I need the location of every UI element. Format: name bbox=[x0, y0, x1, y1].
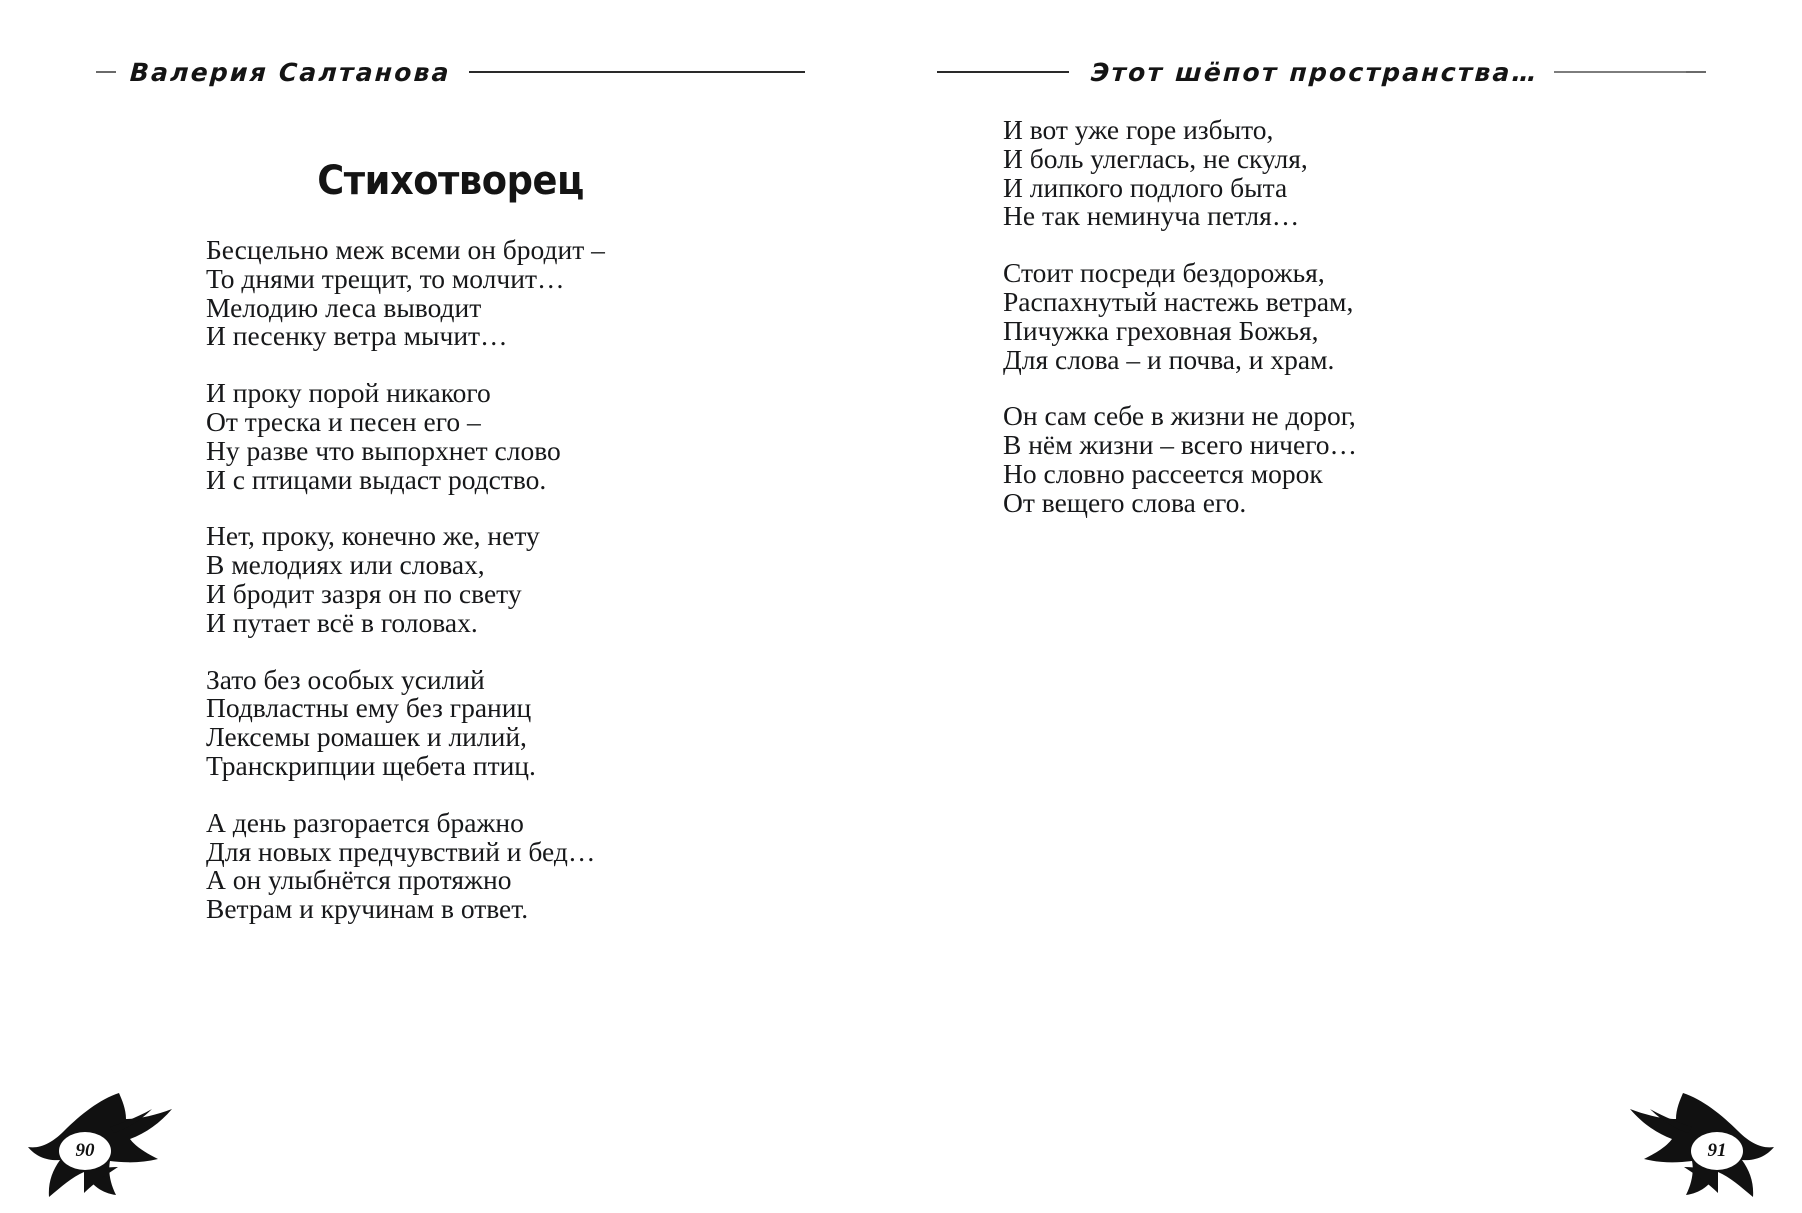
verse-line: И проку порой никакого bbox=[206, 377, 491, 409]
stanza bbox=[206, 663, 605, 781]
header-rule-left bbox=[469, 71, 805, 73]
swallow-bird-icon bbox=[1600, 1087, 1780, 1203]
page-title: Стихотворец bbox=[317, 158, 584, 204]
verse-line: Мелодию леса выводит bbox=[206, 291, 482, 323]
verse-line: Пичужка греховная Божья, bbox=[1003, 314, 1319, 346]
stanza bbox=[206, 236, 605, 351]
verse-line: Для новых предчувствий и бед… bbox=[206, 835, 596, 867]
verse-line: И боль улеглась, не скуля, bbox=[1003, 142, 1308, 174]
verse-line: И песенку ветра мычит… bbox=[206, 320, 508, 352]
verse-line: А день разгорается бражно bbox=[206, 806, 524, 838]
running-head-right bbox=[937, 52, 1706, 92]
page-number: 90 bbox=[75, 1140, 95, 1161]
verse-line: Ветрам и кручинам в ответ. bbox=[206, 893, 529, 925]
poem-body-right bbox=[1003, 116, 1357, 518]
verse-line: Не так неминуча петля… bbox=[1003, 200, 1300, 232]
rule-tick-left bbox=[96, 71, 116, 73]
header-rule-right-tail bbox=[1554, 71, 1686, 73]
verse-line: Подвластны ему без границ bbox=[206, 692, 532, 724]
verse-line: И путает всё в головах. bbox=[206, 606, 478, 638]
verse-line: А он улыбнётся протяжно bbox=[206, 864, 512, 896]
stanza bbox=[206, 379, 605, 494]
book-title: Этот шёпот пространства… bbox=[1089, 57, 1540, 87]
verse-line: Бесцельно меж всеми он бродит – bbox=[206, 234, 605, 265]
folio-right bbox=[1600, 1087, 1780, 1203]
verse-line: Лексемы ромашек и лилий, bbox=[206, 721, 527, 753]
stanza bbox=[1003, 402, 1357, 517]
verse-line: Но словно рассеется морок bbox=[1003, 457, 1323, 489]
verse-line: И липкого подлого быта bbox=[1003, 171, 1288, 203]
swallow-bird-icon bbox=[22, 1087, 202, 1203]
verse-line: То днями трещит, то молчит… bbox=[206, 262, 565, 294]
stanza bbox=[1003, 259, 1357, 374]
author-name: Валерия Салтанова bbox=[129, 57, 452, 87]
folio-left bbox=[22, 1087, 202, 1203]
verse-line: В нём жизни – всего ничего… bbox=[1003, 429, 1358, 461]
verse-line: В мелодиях или словах, bbox=[206, 549, 485, 581]
verse-line: Ну разве что выпорхнет слово bbox=[206, 434, 561, 466]
verse-line: Распахнутый настежь ветрам, bbox=[1003, 285, 1354, 317]
right-page bbox=[901, 0, 1802, 1213]
stanza bbox=[1003, 116, 1357, 231]
verse-line: И вот уже горе избыто, bbox=[1003, 114, 1274, 145]
verse-line: Он сам себе в жизни не дорог, bbox=[1003, 400, 1356, 432]
verse-line: Стоит посреди бездорожья, bbox=[1003, 257, 1325, 289]
poem-body-left bbox=[206, 236, 605, 924]
verse-line: Для слова – и почва, и храм. bbox=[1003, 343, 1335, 375]
header-rule-right bbox=[937, 71, 1069, 73]
stanza bbox=[206, 806, 605, 925]
verse-line: От треска и песен его – bbox=[206, 405, 481, 437]
verse-line: Нет, проку, конечно же, нету bbox=[206, 520, 540, 552]
stanza bbox=[206, 522, 605, 637]
verse-line: Зато без особых усилий bbox=[206, 663, 485, 695]
verse-line: И с птицами выдаст родство. bbox=[206, 463, 547, 495]
verse-line: И бродит зазря он по свету bbox=[206, 577, 522, 609]
verse-line: От вещего слова его. bbox=[1003, 486, 1247, 518]
running-head-left bbox=[96, 52, 805, 92]
verse-line: Транскрипции щебета птиц. bbox=[206, 749, 536, 781]
page-number: 91 bbox=[1707, 1140, 1727, 1161]
rule-tick-right bbox=[1686, 71, 1706, 73]
